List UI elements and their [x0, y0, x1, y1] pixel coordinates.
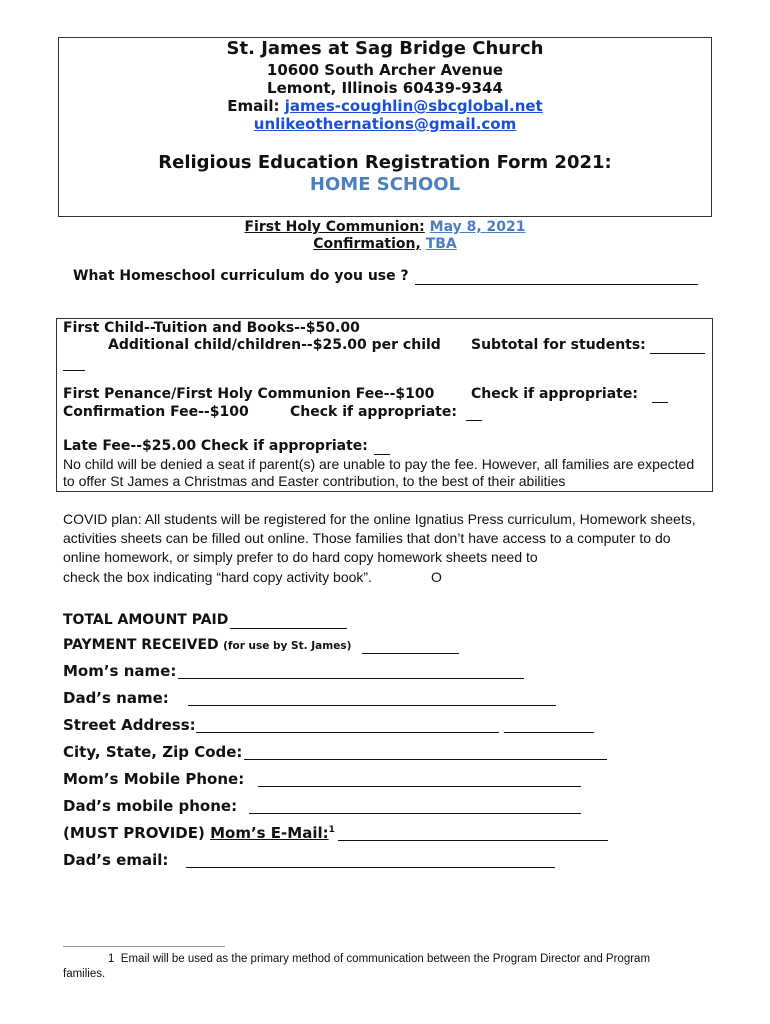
footnote-line: [108, 953, 650, 965]
footnote-text-2: families.: [63, 968, 106, 980]
payment-received-note: (for use by St. James): [223, 640, 352, 652]
must-provide-label: (MUST PROVIDE): [63, 824, 205, 842]
street-label: Street Address:: [63, 716, 196, 734]
street-field[interactable]: [196, 719, 499, 733]
dad-name-label: Dad’s name:: [63, 689, 169, 707]
dad-email-label: Dad’s email:: [63, 851, 169, 869]
confirmation-line: [58, 236, 712, 252]
mom-email-label: Mom’s E-Mail:: [210, 824, 329, 842]
penance-fee: First Penance/First Holy Communion Fee--$100: [63, 386, 435, 402]
form-title: Religious Education Registration Form 2021:: [158, 152, 612, 173]
subtotal-label: Subtotal for students:: [471, 337, 646, 353]
email-line: [58, 97, 712, 115]
dad-name-field[interactable]: [188, 692, 556, 706]
mom-email-line: [63, 824, 335, 842]
mom-name-label: Mom’s name:: [63, 662, 177, 680]
fee-notice: No child will be denied a seat if parent(s) are unable to pay the fee. However, all families are expected to offer St James a Christmas and Easter contribution, to the best of their abilities: [63, 456, 695, 489]
payment-received-line: [63, 637, 351, 653]
confirmation-check-label: Check if appropriate:: [290, 404, 457, 420]
penance-check-label: Check if appropriate:: [471, 386, 638, 402]
additional-child-fee: Additional child/children--$25.00 per child: [108, 337, 441, 353]
payment-received-label: PAYMENT RECEIVED: [63, 637, 219, 653]
late-fee-checkbox[interactable]: [374, 441, 390, 455]
communion-line: [58, 219, 712, 235]
mom-name-field[interactable]: [178, 665, 524, 679]
subtotal-field-wrap[interactable]: [63, 357, 85, 371]
city-label: City, State, Zip Code:: [63, 743, 243, 761]
confirmation-date: TBA: [425, 236, 457, 252]
address-line: 10600 South Archer Avenue: [266, 61, 504, 79]
dad-phone-label: Dad’s mobile phone:: [63, 797, 238, 815]
total-paid-label: TOTAL AMOUNT PAID: [63, 612, 229, 628]
footnote-text: Email will be used as the primary method of communication between the Program Director and Program: [120, 953, 651, 965]
communion-date: May 8, 2021: [429, 219, 526, 235]
city-field[interactable]: [244, 746, 607, 760]
footnote-ref: 1: [328, 825, 335, 835]
email-line-2: [58, 115, 712, 133]
mom-email-field[interactable]: [338, 827, 608, 841]
footnote-number: 1: [108, 953, 115, 965]
form-subtitle: HOME SCHOOL: [309, 174, 461, 195]
late-fee: Late Fee--$25.00 Check if appropriate:: [63, 438, 368, 454]
confirmation-fee: Confirmation Fee--$100: [63, 404, 249, 420]
email-link-1[interactable]: james-coughlin@sbcglobal.net: [284, 97, 543, 115]
penance-checkbox[interactable]: [652, 389, 668, 403]
hard-copy-checkbox[interactable]: O: [431, 569, 442, 585]
mom-phone-label: Mom’s Mobile Phone:: [63, 770, 245, 788]
payment-received-field[interactable]: [362, 640, 459, 654]
dad-email-field[interactable]: [186, 854, 555, 868]
curriculum-field[interactable]: [415, 271, 698, 285]
confirmation-label: Confirmation,: [313, 236, 421, 252]
confirmation-checkbox[interactable]: [466, 407, 482, 421]
email-label: Email:: [227, 97, 280, 115]
covid-last-line: check the box indicating “hard copy activity book”.: [63, 569, 372, 585]
city-line: Lemont, Illinois 60439-9344: [267, 79, 503, 97]
first-child-fee: First Child--Tuition and Books--$50.00: [63, 320, 360, 336]
communion-label: First Holy Communion:: [244, 219, 425, 235]
dad-phone-field[interactable]: [249, 800, 581, 814]
church-name: St. James at Sag Bridge Church: [226, 38, 544, 59]
footnote-rule: [63, 946, 225, 947]
mom-phone-field[interactable]: [258, 773, 581, 787]
subtotal-field[interactable]: [650, 340, 705, 354]
covid-text: COVID plan: All students will be registered for the online Ignatius Press curriculum, Homework sheets, activities sheets can be filled out online. Those families that don’t have access to a computer to do online homework, or simply prefer to do hard copy homework sheets need to: [63, 511, 696, 565]
email-link-2[interactable]: unlikeothernations@gmail.com: [253, 115, 517, 133]
curriculum-question: [73, 268, 409, 284]
total-paid-field[interactable]: [230, 615, 347, 629]
curriculum-label: What Homeschool curriculum do you use ?: [73, 268, 409, 284]
street-field-2[interactable]: [504, 719, 594, 733]
